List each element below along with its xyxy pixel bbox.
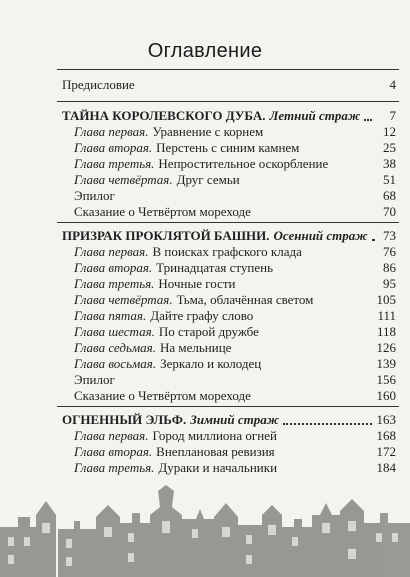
toc-part-heading [62,412,396,428]
toc-row [74,308,396,324]
toc-page-number: 168 [376,428,396,443]
leader-space [263,336,372,337]
chapter-label: Глава четвёртая. [74,292,173,307]
chapter-label: Глава шестая. [74,324,155,339]
chapter-label: Глава вторая. [74,260,153,275]
chapter-label: Глава третья. [74,460,155,475]
leader-space [265,368,372,369]
toc-page-number: 73 [383,228,396,243]
toc-page-number: 51 [383,172,396,187]
chapter-label: Глава восьмая. [74,356,157,371]
toc-row [74,188,396,204]
rule-part-3 [57,406,399,407]
rule-part-1 [57,101,399,102]
toc-row [74,124,396,140]
part-subtitle: Осенний страж [273,228,368,243]
leader-space [306,256,372,257]
toc-entry-title: Непростительное оскорбление [158,156,329,171]
leader-space [257,320,372,321]
part-title: ОГНЕННЫЙ ЭЛЬФ. [62,412,187,427]
toc-entry-title: Город миллиона огней [152,428,277,443]
toc-entry-title: Предисловие [62,77,135,92]
toc-page-number: 184 [376,460,396,475]
toc-row [74,372,396,388]
toc-row [74,276,396,292]
chapter-label: Глава вторая. [74,140,153,155]
toc-page-number: 95 [383,276,396,291]
chapter-label: Глава третья. [74,156,155,171]
toc-entry-title: Ночные гости [158,276,236,291]
toc-entry-title: На мельнице [159,340,232,355]
toc-page-number: 25 [383,140,396,155]
leader-space [332,168,372,169]
toc-row [74,244,396,260]
rule-part-2 [57,222,399,223]
toc-row [74,204,396,220]
toc-page-number: 38 [383,156,396,171]
toc-entry-title: Зеркало и колодец [160,356,262,371]
chapter-label: Глава седьмая. [74,340,156,355]
chapter-label: Глава вторая. [74,444,153,459]
toc-entry-title: В поисках графского клада [152,244,302,259]
leader-space [277,272,372,273]
toc-entry-title: Сказание о Четвёртом мореходе [74,388,251,403]
leader-space [267,136,372,137]
leader-space [119,384,372,385]
toc-row [74,428,396,444]
toc-page-number: 12 [383,124,396,139]
leader-space [317,304,372,305]
toc-page-number: 172 [376,444,396,459]
part-title: ТАЙНА КОРОЛЕВСКОГО ДУБА. [62,108,266,123]
leader-space [244,184,372,185]
toc-entry-title: Друг семьи [176,172,240,187]
toc-entry-title: Эпилог [74,188,115,203]
toc-page-number: 7 [389,108,396,123]
chapter-label: Глава пятая. [74,308,147,323]
toc-row [74,260,396,276]
page-title: Оглавление [147,40,263,62]
leader-space [255,216,372,217]
toc-entry-title: Тьма, облачённая светом [176,292,314,307]
rule-top [57,69,399,70]
toc-row [74,172,396,188]
toc-page-number: 163 [376,412,396,427]
part-title: ПРИЗРАК ПРОКЛЯТОЙ БАШНИ. [62,228,270,243]
part-subtitle: Зимний страж [190,412,280,427]
chapter-label: Глава первая. [74,428,149,443]
toc-page-number: 70 [383,204,396,219]
toc-page-number: 156 [376,372,396,387]
toc-page-number: 86 [383,260,396,275]
toc-entry-title: Эпилог [74,372,115,387]
toc-page-number: 118 [376,324,396,339]
town-skyline-illustration [0,457,410,577]
leader-dots [364,118,372,121]
toc-entry-title: Дайте графу слово [150,308,254,323]
toc-row [74,356,396,372]
leader-dots [283,422,372,425]
toc-entry-title: По старой дружбе [158,324,259,339]
toc-page-number: 68 [383,188,396,203]
toc-row [74,388,396,404]
toc-page-number: 139 [376,356,396,371]
toc-row-preface [62,77,396,93]
toc-entry-title: Внеплановая ревизия [156,444,275,459]
leader-space [281,440,372,441]
toc-row [74,140,396,156]
toc-part-heading [62,108,396,124]
toc-row [74,324,396,340]
chapter-label: Глава первая. [74,124,149,139]
chapter-label: Глава четвёртая. [74,172,173,187]
toc-page-number: 111 [377,308,396,323]
chapter-label: Глава третья. [74,276,155,291]
toc-part-heading [62,228,396,244]
toc-page-number: 105 [376,292,396,307]
toc-page-number: 76 [383,244,396,259]
toc-page-number: 4 [389,77,396,92]
toc-entry-title: Перстень с синим камнем [156,140,300,155]
leader-space [119,200,372,201]
leader-space [139,89,372,90]
leader-space [255,400,372,401]
toc-page-number: 160 [376,388,396,403]
toc-row [74,340,396,356]
toc-entry-title: Тринадцатая ступень [156,260,274,275]
toc-entry-title: Уравнение с корнем [152,124,264,139]
leader-space [239,288,372,289]
leader-space [303,152,372,153]
chapter-label: Глава первая. [74,244,149,259]
toc-entry-title: Сказание о Четвёртом мореходе [74,204,251,219]
leader-space [235,352,372,353]
part-subtitle: Летний страж [269,108,361,123]
toc-row [74,156,396,172]
toc-page-number: 126 [376,340,396,355]
toc-row [74,292,396,308]
toc-entry-title: Дураки и начальники [158,460,278,475]
